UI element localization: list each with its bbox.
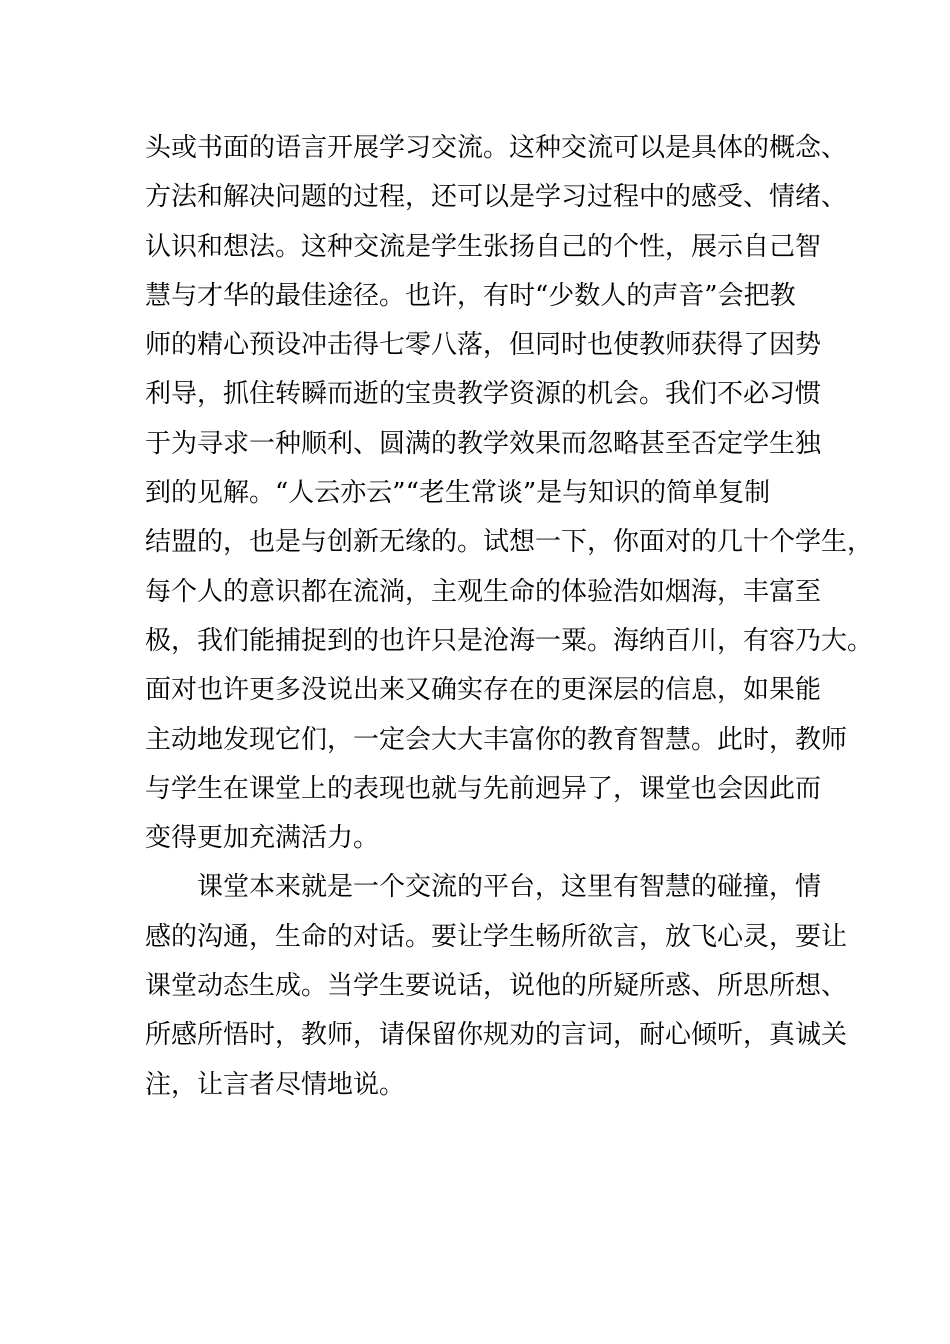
text-line: 变得更加充满活力。: [145, 823, 380, 854]
text-line: 极，我们能捕捉到的也许只是沧海一粟。海纳百川，有容乃大。: [145, 625, 874, 656]
text-line: 认识和想法。这种交流是学生张扬自己的个性，展示自己智: [145, 231, 822, 262]
text-line: 结盟的，也是与创新无缘的。试想一下，你面对的几十个学生，: [145, 527, 874, 558]
text-line: 利导，抓住转瞬而逝的宝贵教学资源的机会。我们不必习惯: [145, 379, 822, 410]
text-line: 于为寻求一种顺利、圆满的教学效果而忽略甚至否定学生独: [145, 428, 822, 459]
text-line: 主动地发现它们，一定会大大丰富你的教育智慧。此时，教师: [145, 724, 848, 755]
body-text: [145, 128, 874, 1114]
text-line: 方法和解决问题的过程，还可以是学习过程中的感受、情绪、: [145, 182, 848, 213]
paragraph-1: [145, 128, 874, 867]
text-line: 到的见解。“人云亦云”“老生常谈”是与知识的简单复制: [145, 478, 771, 509]
text-line: 课堂动态生成。当学生要说话，说他的所疑所惑、所思所想、: [145, 971, 848, 1002]
text-line: 面对也许更多没说出来又确实存在的更深层的信息，如果能: [145, 675, 822, 706]
text-line: 每个人的意识都在流淌，主观生命的体验浩如烟海，丰富至: [145, 576, 822, 607]
text-line: 所感所悟时，教师，请保留你规劝的言词，耐心倾听，真诚关: [145, 1020, 848, 1051]
text-line: 感的沟通，生命的对话。要让学生畅所欲言，放飞心灵，要让: [145, 921, 848, 952]
text-line: 头或书面的语言开展学习交流。这种交流可以是具体的概念、: [145, 133, 848, 163]
text-line: 慧与才华的最佳途径。也许，有时“少数人的声音”会把教: [145, 280, 796, 311]
text-line: 与学生在课堂上的表现也就与先前迥异了，课堂也会因此而: [145, 773, 822, 804]
paragraph-2: [145, 867, 848, 1113]
text-line: 注，让言者尽情地说。: [145, 1069, 406, 1100]
text-line: 师的精心预设冲击得七零八落，但同时也使教师获得了因势: [145, 330, 822, 361]
text-line: 课堂本来就是一个交流的平台，这里有智慧的碰撞，情: [197, 872, 822, 903]
